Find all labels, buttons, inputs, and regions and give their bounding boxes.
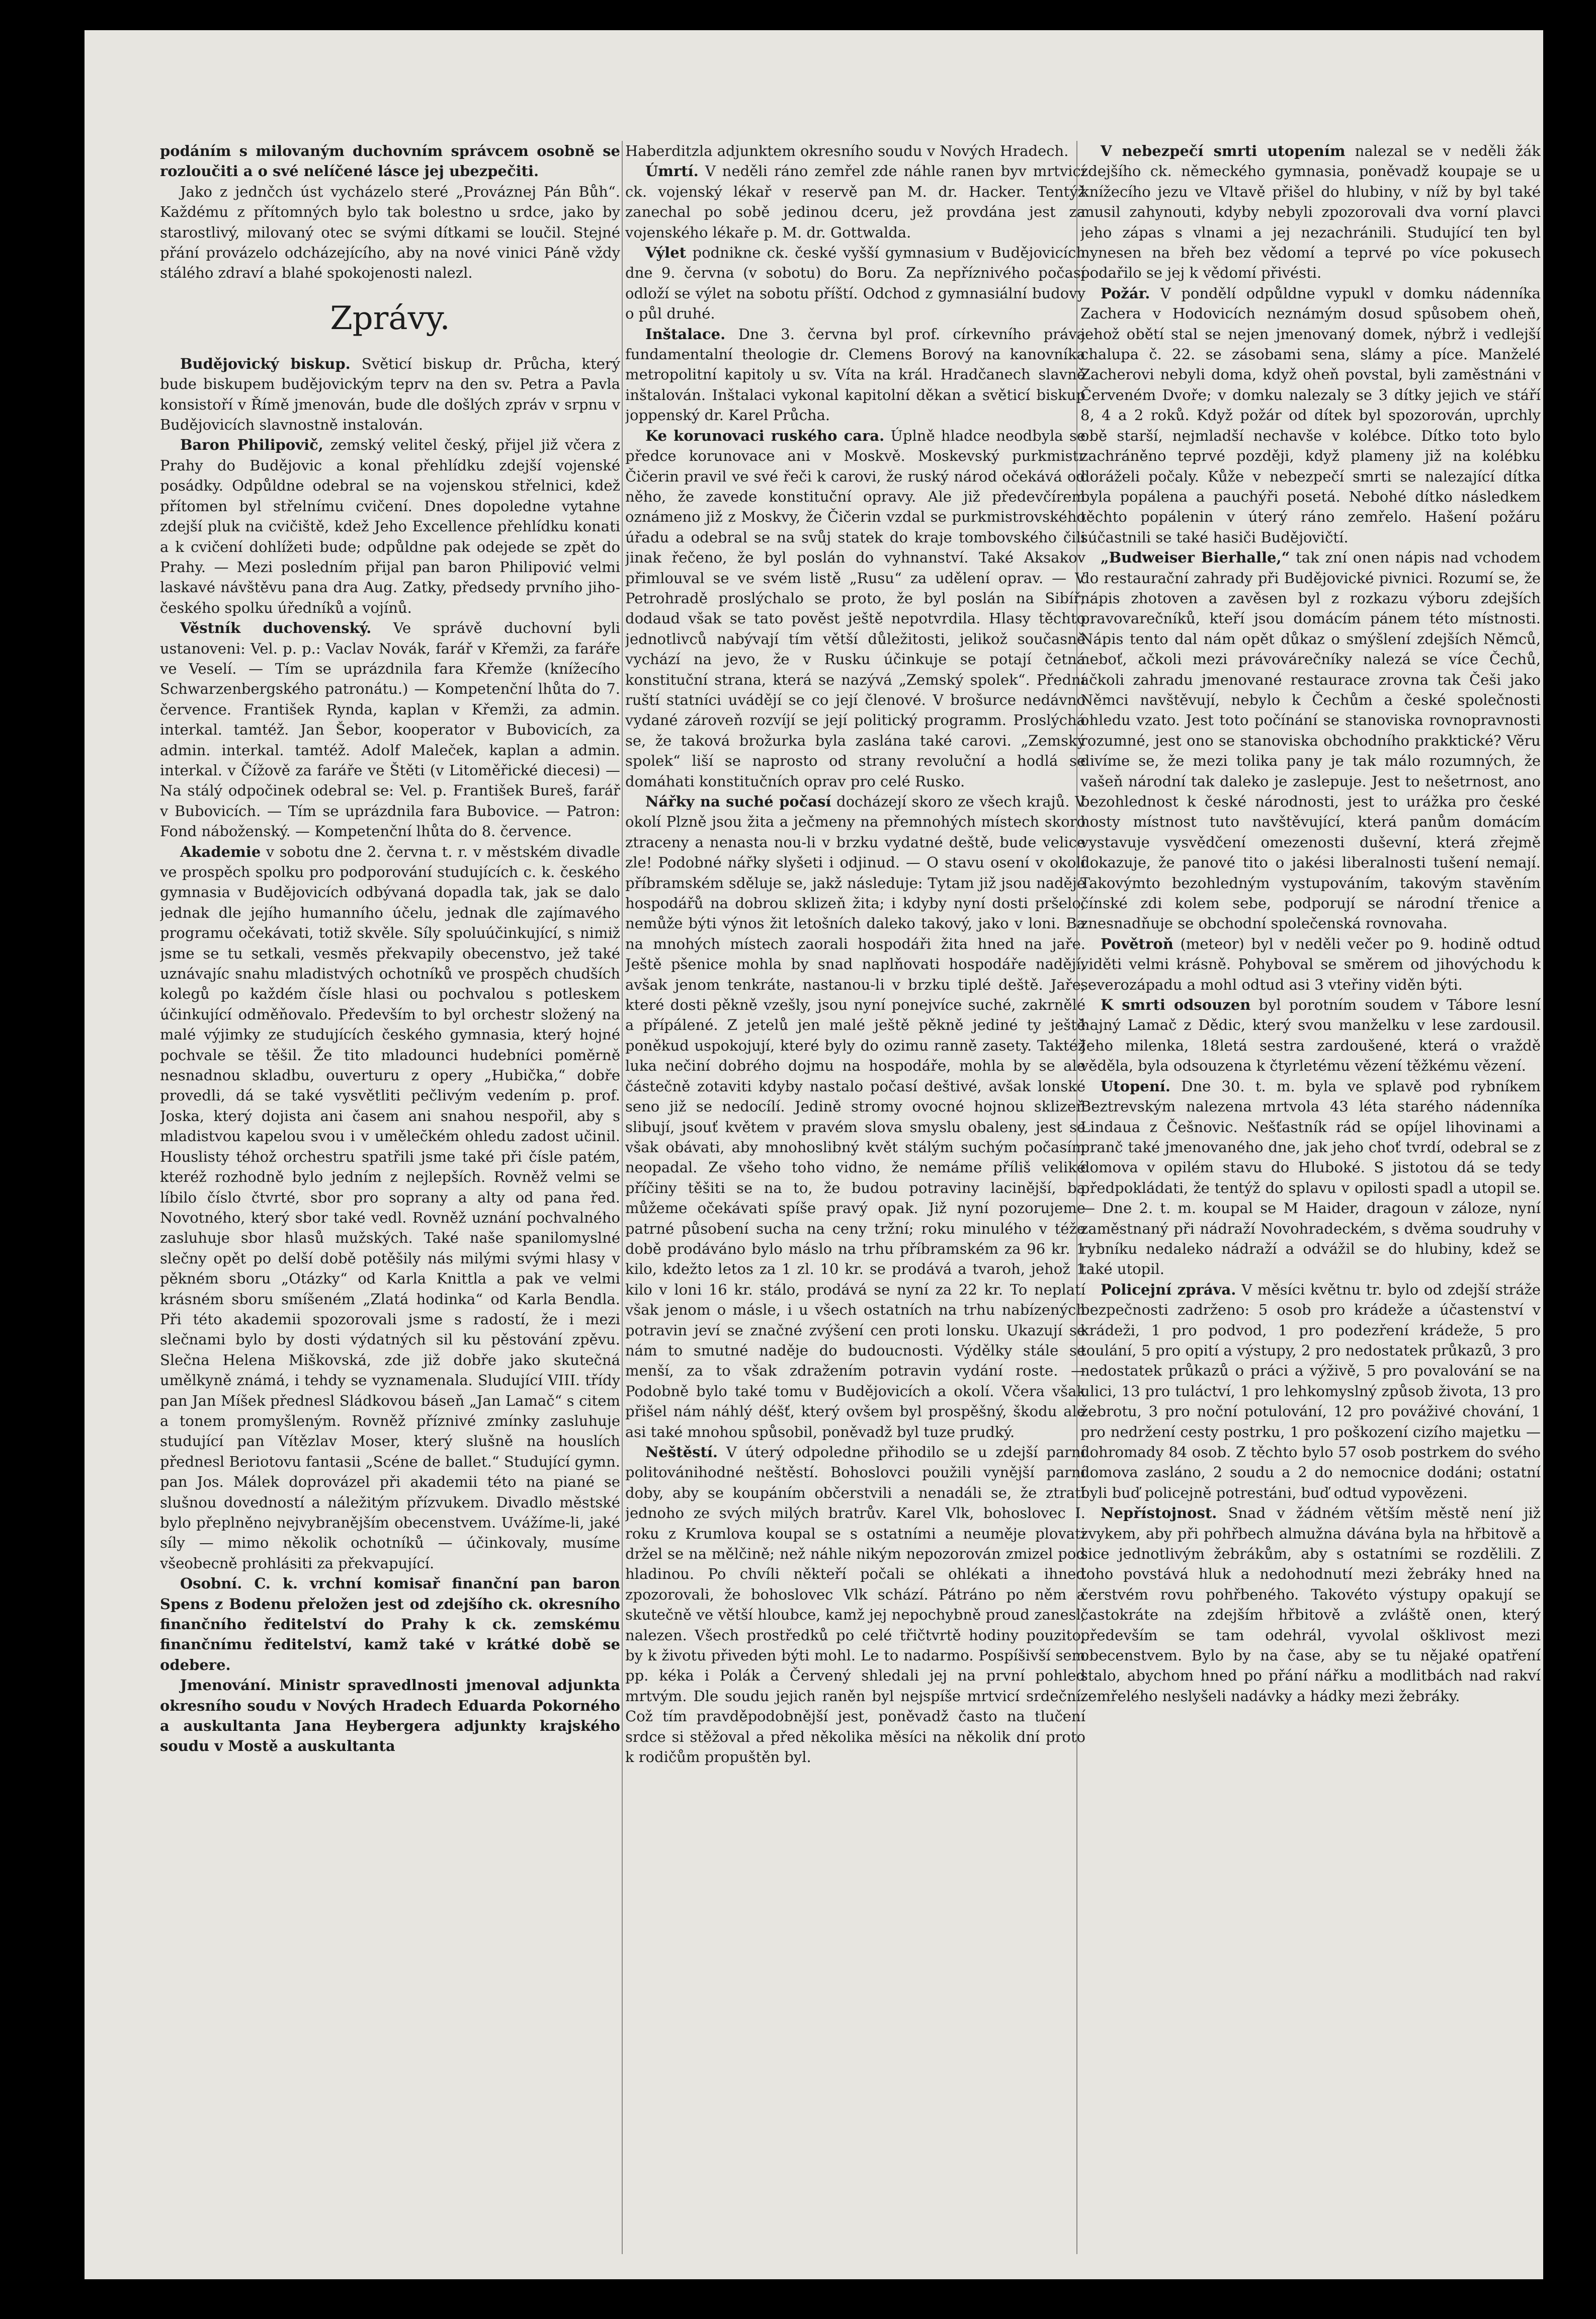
article-headline: K smrti odsouzen <box>1101 996 1251 1014</box>
article-text: byl porotním soudem v Tábore lesní hajný Lamač z Dědic, který svou manželku v lese zardousil. Jeho milenka, 18letá sestra zardoušené, která o vraždě věděla, byla odsouzena k čtyrletému vězení těžkému vězení. <box>1080 996 1541 1075</box>
article-text: V úterý odpoledne přihodilo se u zdejší parní politovánihodné neštěstí. Bohoslovci použili vynější parní doby, aby se koupáním občerstvili a nenadáli se, že ztratí jednoho ze svých milých bratrův. Karel Vlk, bohoslovec I. roku z Krumlova koupal se s ostatními a neuměje plovati držel se na mělčině; než náhle nikým nepozorován zmizel pod hladinou. Po chvíli někteří počali se ohlékati a ihned zpozorovali, že bohoslovec Vlk schází. Pátráno po něm a skutečně ve větší hloubce, kamž jej nepochybně proud zanesl, nalezen. Všech prostředků po celé třičtvrtě hodiny pouzito, by k životu přiveden býti mohl. Le to nadarmo. Pospíšivší sem pp. kéka i Polák a Červený shledali jej na první pohled mrtvým. Dle soudu jejich raněn byl nejspíše mrtvicí srdeční. Což tím pravděpodobnější jest, poněvadž často na tlučení srdce si stěžoval a před několika měsíci na několik dní proto k rodičům propuštěn byl. <box>625 1444 1085 1766</box>
article-headline: Výlet <box>645 244 687 262</box>
article-text: v sobotu dne 2. června t. r. v městském divadle ve prospěch spolku pro podporování studujících c. k. českého gymnasia v Budějovicích odbývaná dopadla tak, jak se dalo jednak dle jejího humanního účelu, jednak dle zajímavého programu očekávati, totiž skvěle. Síly spoluúčinkující, s nimiž jsme se tu setkali, vesměs překvapily obecenstvo, jež také uznávajíc snahu mladistvých ochotníků ve prospěch chudších kolegů po každém čísle hlasi ou pochvalou s potleskem účinkující odměňovalo. Především to byl orchestr složený na malé výjimky ze studujících českého gymnasia, který hojné pochvale se těšil. Že tito mladounci hudebníci poměrně nesnadnou skladbu, ouverturu z opery „Hubička,“ dobře provedli, dá se také vysvětliti pečlivým vedením p. prof. Joska, který dojista ani časem ani snahou nespořil, aby s mladistvou kapelou svou i v umělec̆kém ohledu zadost učinil. Houslisty téhož orchestru spatřili jsme také při čísle patém, kteréž rozhodně bylo jedním z nejlepších. Rovněž velmi se líbilo číslo čtvrté, sbor pro soprany a alty od pana řed. Novotného, který sbor také vedl. Rovněž uznání pochvalného zasluhuje sbor hlasů mužských. Také naše spanilomyslné slečny opět po delší době potěšily nás milými svými hlasy v pěkném sboru „Otázky“ od Karla Knittla a pak ve velmi krásném sboru smíšeném „Zlatá hodinka“ od Karla Bendla. Při této akademii spozorovali jsme s radostí, že i mezi slečnami bylo by dosti výdatných sil ku pěstování zpěvu. Slečna Helena Miškovská, zde již dobře jako skutečná umělkyně známá, i tehdy se vyznamenala. Sludující VIII. třídy pan Jan Míšek přednesl Sládkovou báseň „Jan Lamač“ s citem a tonem promyšleným. Rovněž příznivé zmínky zasluhuje studující pan Vítězlav Moser, který slušně na houslích přednesl Beriotovu fantasii „Scéne de ballet.“ Studující gymn. pan Jos. Málek doprovázel při akademii této na piané se slušnou dovedností a náležitým přízvukem. Divadlo městské bylo přeplněno nejvybranějším obecenstvem. Uvážíme-li, jaké síly — mimo několik ochotníků — účinkovaly, musíme všeobecně prohlásiti za překvapující. <box>160 843 620 1572</box>
article-paragraph <box>1080 995 1541 1076</box>
article-paragraph <box>625 1442 1085 1768</box>
article-headline: Utopení. <box>1101 1077 1170 1095</box>
article-text: nalezal se v neděli žák zdejšího ck. německého gymnasia, poněvadž koupaje se u knížecího jezu ve Vltavě přišel do hlubiny, v níž by byl také musil zahynouti, kdyby nebyli zpozorovali dva vorní plavci jeho zápas s vlnami a jej nezachránili. Studující ten byl nynesen na břeh bez vědomí a teprvé po více pokusech podařilo se jej k vědomí přivésti. <box>1080 142 1541 282</box>
article-headline: Požár. <box>1101 284 1150 302</box>
article-text: Světicí biskup dr. Průcha, který bude biskupem budějovickým teprv na den sv. Petra a Pavla konsistoří v Římě jmenován, bude dle došlých zpráv v srpnu v Budějovicích slavnostně instalován. <box>160 355 620 434</box>
article-text: Ve správě duchovní byli ustanoveni: Vel. p. p.: Vaclav Novák, farář v Křemži, za faráře ve Veselí. — Tím se uprázdnila fara Křemže (knížecího Schwarzenbergského patronátu.) — Kompetenční lhůta do 7. července. František Rynda, kaplan v Křemži, za admin. interkal. tamtéž. Jan Šebor, kooperator v Bubovicích, za admin. interkal. tamtéž. Adolf Maleček, kaplan a admin. interkal. v Čížově za faráře ve Štěti (v Litoměřické diecesi) — Na stálý odpočinek odebral se: Vel. p. František Bureš, farář v Bubovicích. — Tím se uprázdnila fara Bubovice. — Patron: Fond náboženský. — Kompetenční lhůta do 8. července. <box>160 619 620 840</box>
article-text: podáním s milovaným duchovním správcem osobně se rozloučiti a o své nelíčené lásce jej ubezpečiti. <box>160 142 620 180</box>
article-paragraph <box>625 161 1085 243</box>
article-text: Dne 30. t. m. byla ve splavě pod rybníkem Beztrevským nalezena mrtvola 43 léta starého nádenníka Lindaua z Češnovic. Nešťastník rád se opíjel lihovinami a pranč také jmenovaného dne, jak jeho choť tvrdí, odebral se z domova v opilém stavu do Hluboké. S jistotou dá se tedy předpokládati, že tentýž do splavu v opilosti spadl a utopil se. — Dne 2. t. m. koupal se M Haider, dragoun v záloze, nyní zaměstnaný při nádraží Novohradeckém, s dvěma soudruhy v rybníku nedaleko nádraží a odvážil se do hlubiny, kdež se také utopil. <box>1080 1077 1541 1278</box>
article-text: tak zní onen nápis nad vchodem do restaurační zahrady při Budějovické pivnici. Rozumí se, že nápis zhotoven a zavěsen byl z rozkazu výboru zdejších pravovarečníků, kteří jsou domácím pánem této místnosti. Nápis tento dal nám opět důkaz o smýšlení zdejších Němců, neboť, ačkoli mezi právovárečníky nalezá se více Čechů, ačkoli zahradu jmenované restaurace zrovna tak Češi jako Němci navštěvují, nebylo k Čechům a české společnosti ohledu vzato. Jest toto počínání se stanoviska rovnopravnosti rozumné, jest ono se stanoviska obchodního prakktické? Věru divíme se, že mezi tolika pany je tak málo rozumných, že vašeň národní tak daleko je zaslepuje. Jest to nešetrnost, ano bezohlednost k české národnosti, jest to urážka pro české hosty místnost tuto navštěvující, která panům domácím vystavuje vysvědčení omezenosti duševní, která zřejmě dokazuje, že panové tito o jakési liberalnosti tušení nemají. Takovýmto bezohledným vystupováním, takovým stavěním čínské zdi kolem sebe, podporují se národní třenice a znesnadňuje se obchodní společenská rovnovaha. <box>1080 549 1541 932</box>
article-paragraph <box>1080 141 1541 283</box>
article-text: V měsíci květnu tr. bylo od zdejší stráže bezpečnosti zadrženo: 5 osob pro krádeže a účastenství v krádeži, 1 pro podvod, 1 pro podezření krádeže, 5 pro toulání, 5 pro opití a výstupy, 2 pro nedostatek průkazů, 3 pro nedostatek průkazů o práci a výživě, 5 pro povalování se na ulici, 13 pro tuláctví, 1 pro lehkomyslný způsob života, 13 pro žebrotu, 3 pro noční potulování, 12 pro pováživé chování, 1 pro nedržení cesty postrku, 1 pro poškození cizího majetku — dohromady 84 osob. Z těchto bylo 57 osob postrkem do svého domova zasláno, 2 soudu a 2 do nemocnice dodáni; ostatní byli buď policejně potrestáni, buď odtud vypovězeni. <box>1080 1281 1541 1501</box>
article-paragraph <box>1080 1503 1541 1706</box>
article-text: Ministr spravedlnosti jmenoval adjunkta okresního soudu v Nových Hradech Eduarda Pokorného a auskultanta Jana Heybergera adjunkty krajského soudu v Mostě a auskultanta <box>160 1676 620 1755</box>
article-headline: Akademie <box>180 843 261 860</box>
article-text: Snad v žádném větším městě není již zvykem, aby při pohřbech almužna dávána byla na hřbitově a sice jednotlivým žebrákům, aby s ostatními se rozdělili. Z toho povstává hluk a nedohodnutí mezi žebráky hned na čerstvém rovu pohřbeného. Takovéto výstupy opakují se častokráte na zdejším hřbitově a zvláště onen, který především se tam odehrál, vyvolal ošklivost mezi obecenstvem. Bylo by na čase, aby se tu nějaké opatření stalo, abychom hned po přání nářku a modlitbách nad rakví zemřelého neslyšeli nadávky a hádky mezi žebráky. <box>1080 1504 1541 1705</box>
article-text: V pondělí odpůldne vypukl v domku nádenníka Zachera v Hodovicích neznámým dosud spůsobem oheň, jehož obětí stal se nejen jmenovaný domek, nýbrž i vedlejší chalupa č. 22. se zásobami sena, slámy a píce. Manželé Zacherovi nebyli doma, když oheň povstal, byli zaměstnáni v Červeném Dvoře; v domku nalezaly se 3 dítky jejich ve stáří 8, 4 a 2 roků. Když požár od dítek byl spozorován, uprchly obě starší, nejmladší nechavše v kolébce. Dítko toto bylo zachráněno teprvé později, když plameny již na kolébku doráželi počaly. Kůže v nebezpečí smrti se nalezající dítka byla popálena a pauchýři posetá. Nebohé dítko následkem těchto popálenin v úterý ráno zemřelo. Hašení požáru súčastnili se také hasiči Budějovičtí. <box>1080 284 1541 546</box>
column-rule-left <box>622 141 623 2254</box>
article-headline: Osobní. <box>180 1575 242 1592</box>
article-paragraph <box>625 243 1085 324</box>
article-text: docházejí skoro ze všech krajů. V okolí Plzně jsou žita a ječmeny na přemnohých místech skoro ztraceny a nenasta nou-li v brzku vydatné deště, bude velice zle! Podobné nářky slyšeti i odjinud. — O stavu osení v okolí příbramském sděluje se, jakž následuje: Tytam již jsou naděje hospodářů na dobrou sklizeň žita; i kdyby nyní dosti pršelo, nemůže býti výnos žit letošních daleko takový, jako v loni. Ba na mnohých místech zaorali hospodáři žita hned na jaře. Ještě pšenice mohla by snad naplňovati hospodáře nadějí, avšak jenom tenkráte, nastanou-li v brzku tiplé deště. Jaře, které dosti pěkně vzešly, jsou nyní ponejvíce suché, zakrnělé a přípálené. Z jetelů jen malé ještě pěkně jediné ty ještě poněkud uspokojují, které byly do ozimu ranně zasety. Taktéž luka nečiní dobrého dojmu na hospodáře, mohla by se ale částečně zotaviti kdyby nastalo počasí deštivé, avšak lonské seno již se nedocílí. Jedině stromy ovocné hojnou sklizeň slibují, jsouť květem v pravém slova smyslu obaleny, jest se však obávati, aby mnohoslibný květ stálým suchým počasím neopadal. Ze všeho toho vidno, že nemáme příliš veliké příčiny těšiti se na to, že budou potraviny lacinější, ba můžeme očekávati spíše pravý opak. Již nyní pozorujeme patrné působení sucha na ceny tržní; roku minulého v téže době prodáváno bylo máslo na trhu příbramském za 96 kr. 1 kilo, kdežto letos za 1 zl. 10 kr. se prodává a tvaroh, jehož 1 kilo v loni 16 kr. stálo, prodává se nyní za 22 kr. To neplatí však jenom o másle, i u všech ostatních na trhu nabízených potravin jeví se značné zvýšení cen proti lonsku. Ukazují se nám to smutné naděje do budoucnosti. Výdělky stále se menší, za to však zdražením potravin vydání roste. — Podobně bylo také tomu v Budějovicích a okolí. Včera však přišel nám náhlý déšť, který ovšem byl prospěšný, škodu ale asi také mnohou spůsobil, poněvadž byl tuze prudký. <box>625 793 1085 1441</box>
column-3 <box>1080 141 1541 2264</box>
article-headline: Inštalace. <box>645 325 726 343</box>
newspaper-page <box>85 30 1543 2279</box>
article-headline: Věstník duchovenský. <box>180 619 372 637</box>
article-text: C. k. vrchní komisař finanční pan baron Spens z Bodenu přeložen jest od zdejšího ck. okresního finančního ředitelství do Prahy k ck. zemskému finančnímu ředitelství, kamž také v krátké době se odebere. <box>160 1575 620 1673</box>
article-text: Haberditzla adjunktem okresního soudu v Nových Hradech. <box>625 142 1069 159</box>
article-headline: V nebezpečí smrti utopením <box>1101 142 1346 159</box>
article-paragraph <box>160 354 620 435</box>
article-text: zemský velitel český, přijel již včera z Prahy do Budějovic a konal přehlídku zdejší vojenské posádky. Odpůldne odebral se na vojenskou střelnici, kdež přítomen byl střelnímu cvičení. Dnes dopoledne vytahne zdejší pluk na cvičiště, kdež Jeho Excellence přehlídku konati a k cvičení dohlížeti bude; odpůldne pak odejede se zpět do Prahy. — Mezi posledním přijal pan baron Philipović velmi laskavé návštěvu pana dra Aug. Zatky, předsedy prvního jiho-českého spolku úředníků a vojínů. <box>160 436 620 616</box>
article-headline: Nepřístojnost. <box>1101 1504 1217 1522</box>
article-paragraph <box>1080 547 1541 934</box>
article-paragraph <box>160 141 620 182</box>
article-text: Úplně hladce neodbyla se předce korunovace ani v Moskvě. Moskevský purkmistr Čičerin pravil ve své řeči k carovi, že ruský národ očekává od něho, že zavede konstituční opravy. Ale již předevčírem oznámeno již z Moskvy, že Čičerin vzdal se purkmistrovského úřadu a odebral se na svůj statek do kraje tombovského čili jinak řečeno, že byl poslán do vyhnanství. Také Aksakov přimlouval se ve svém listě „Rusu“ za udělení oprav. — V Petrohradě proslýchalo se proto, že byl poslán na Sibíř; dodaud však se tato pověst ještě nepotvrdila. Hlasy těchto jednotlivců nabývají tím větší důležitosti, jelikož současně vychází na jevo, že v Rusku účinkuje se potají četná konstituční strana, která se nazývá „Zemský spolek“. Přední ruští statníci uvádějí se co její členové. V brošurce nedávno vydané zároveň rozvíjí se její politický programm. Proslýchá se, že taková brožurka byla zaslána také carovi. „Zemský spolek“ liší se naprosto od strany revoluční a hodlá se domáhati konstitučních oprav pro celé Rusko. <box>625 427 1085 790</box>
article-paragraph <box>160 182 620 283</box>
article-paragraph <box>1080 1076 1541 1280</box>
article-paragraph <box>160 435 620 618</box>
article-headline: Povětroň <box>1101 935 1173 952</box>
article-headline: „Budweiser Bierhalle,“ <box>1101 549 1290 567</box>
article-headline: Úmrtí. <box>645 163 699 180</box>
column-2 <box>625 141 1085 2264</box>
article-headline: Baron Philipovič, <box>180 436 323 454</box>
article-paragraph <box>1080 934 1541 995</box>
article-headline: Jmenování. <box>180 1676 272 1694</box>
article-paragraph <box>160 618 620 841</box>
article-paragraph <box>625 141 1085 161</box>
article-paragraph <box>160 1573 620 1675</box>
article-headline: Neštěstí. <box>645 1444 718 1461</box>
article-headline: Nářky na suché počasí <box>645 793 831 810</box>
article-text: (meteor) byl v neděli večer po 9. hodině odtud viděti velmi krásně. Pohyboval se směrem od jihovýchodu k severozápadu a mohl odtud asi 3 vteřiny viděn býti. <box>1080 935 1541 993</box>
section-heading: Zprávy. <box>330 299 450 337</box>
article-paragraph <box>1080 1280 1541 1503</box>
article-text: podnikne ck. české vyšší gymnasium v Budějovicích dne 9. června (v sobotu) do Boru. Za nepříznivého počasí odloží se výlet na sobotu příští. Odchod z gymnasiální budovy o půl druhé. <box>625 244 1085 323</box>
article-text: Dne 3. června byl prof. církevního práva fundamentalní theologie dr. Clemens Borový na kanovníka metropolitní kapitoly u sv. Víta na král. Hradčanech slavně inštalován. Inštalaci vykonal kapitolní děkan a světicí biskup joppenský dr. Karel Průcha. <box>625 325 1085 424</box>
article-paragraph <box>625 791 1085 1442</box>
article-text: Jako z jednčch úst vycházelo steré „Prováznej Pán Bůh“. Každému z přítomných bylo tak bolestno u srdce, jako by starostlivý, milovaný otec se svými dítkami se loučil. Stejné přání provázelo odcházejícího, aby na nové vinici Páně vždy stálého zdraví a blahé spokojenosti nalezl. <box>160 183 620 282</box>
article-paragraph <box>625 426 1085 791</box>
article-headline: Policejní zpráva. <box>1101 1281 1236 1298</box>
article-paragraph <box>160 842 620 1574</box>
article-paragraph <box>1080 283 1541 547</box>
article-paragraph <box>160 1675 620 1756</box>
article-paragraph <box>625 324 1085 426</box>
article-headline: Ke korunovaci ruského cara. <box>645 427 885 444</box>
article-text: V neděli ráno zemřel zde náhle ranen byv mrtvicí ck. vojenský lékař v reservě pan M. dr. Hacker. Tentýž zanechal po sobě jedinou dceru, jež provdána jest za vojenského lékaře p. M. dr. Gottwalda. <box>625 163 1085 241</box>
column-1 <box>160 141 620 2264</box>
article-headline: Budějovický biskup. <box>180 355 351 372</box>
